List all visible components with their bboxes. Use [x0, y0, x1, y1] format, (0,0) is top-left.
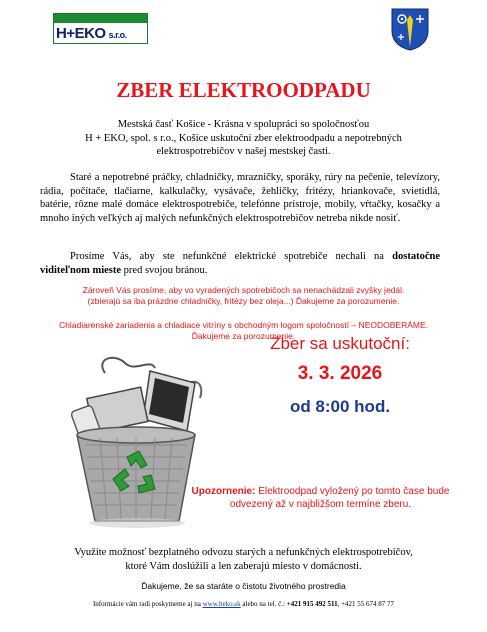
logo-name: H+EKO	[56, 25, 106, 42]
warning-label: Upozornenie:	[191, 486, 256, 497]
collection-label: Zber sa uskutoční:	[270, 334, 410, 353]
closing-text	[40, 546, 447, 573]
logo-text	[56, 25, 127, 42]
footer-prefix: Informácie vám radi poskytneme aj na	[92, 600, 203, 608]
company-logo	[53, 13, 148, 44]
note-line: Chladiarenské zariadenia a chladiace vitríny s obchodným logom spoločností – NEODOBERÁME.	[59, 320, 428, 330]
footer-contact	[0, 600, 487, 608]
footer-middle: alebo na tel. č.:	[240, 600, 287, 608]
note-line: Zároveň Vás prosíme, aby vo vyradených spotrebičoch sa nenachádzali zvyšky jedál.	[82, 285, 405, 295]
website-link[interactable]: www.heko.sk	[202, 600, 241, 608]
phone-number-alt: , +421 55 674 87 77	[337, 600, 395, 608]
collection-time: od 8:00 hod.	[289, 397, 391, 416]
phone-number: +421 915 492 511	[286, 600, 338, 608]
placement-text: Prosíme Vás, aby ste nefunkčné elektrické spotrebiče nechali na	[70, 251, 393, 262]
placement-paragraph	[40, 250, 440, 277]
coat-of-arms-icon	[390, 7, 430, 51]
intro-line: elektrospotrebičov v našej mestskej časti.	[156, 146, 331, 158]
logo-green-bar	[54, 14, 147, 23]
closing-line: ktoré Vám doslúžili a len zaberajú miesto v domácnosti.	[125, 560, 362, 572]
thanks-text: Ďakujeme, že sa staráte o čistotu životného prostredia	[141, 581, 346, 591]
logo-suffix: s.r.o.	[108, 30, 127, 40]
intro-line: Mestská časť Košice - Krásna v spolupráci so spoločnosťou	[117, 119, 370, 130]
collection-date: 3. 3. 2026	[297, 363, 383, 384]
warning-text: Elektroodpad vyložený po tomto čase bude odvezený až v najbližšom termíne zberu.	[229, 486, 450, 510]
closing-line: Využite možnosť bezplatného odvozu starých a nefunkčných elektrospotrebičov,	[74, 547, 413, 558]
warning-note	[178, 485, 463, 511]
intro-text	[60, 118, 427, 159]
intro-line: H + EKO, spol. s r.o., Košice uskutoční zber elektroodpadu a nepotrebných	[85, 132, 402, 144]
placement-text-end: pred svojou bránou.	[121, 264, 208, 276]
food-remains-note	[30, 285, 457, 307]
page-title: ZBER ELEKTROODPADU	[116, 78, 371, 102]
items-paragraph: Staré a nepotrebné práčky, chladničky, mrazničky, sporáky, rúry na pečenie, televízory, rádia, počítače, tlačiarne, kalkulačky, vysávače, žehličky, fritézy, hriankovače, svietidlá, batérie, rôzne malé domáce elektrospotrebiče, telefónne prístroje, mobily, vŕtačky, kosačky a mnoho iných veľkých aj malých nefunkčných elektrospotrebičov netreba nikde nosiť.	[40, 172, 440, 224]
placement-emphasis: dostatočne viditeľnom mieste	[40, 251, 440, 276]
note-line: Ďakujeme za porozumenie.	[191, 331, 296, 341]
note-line: (zbierajú sa iba prázdne chladničky, fritézy bez oleja...) Ďakujeme za porozumenie.	[87, 296, 400, 306]
